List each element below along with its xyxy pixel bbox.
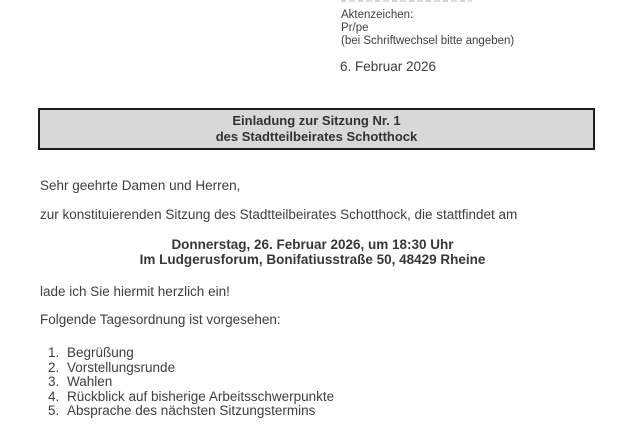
reference-note: (bei Schriftwechsel bitte angeben) (341, 35, 515, 48)
title-box (38, 108, 595, 150)
intro-paragraph: zur konstituierenden Sitzung des Stadtteilbeirates Schotthock, die stattfindet am (40, 207, 518, 222)
agenda-item-label: Begrüßung (67, 345, 134, 360)
agenda-item-number: 3. (48, 374, 60, 389)
salutation: Sehr geehrte Damen und Herren, (40, 178, 241, 193)
agenda-item-number: 1. (48, 345, 60, 360)
event-datetime: Donnerstag, 26. Februar 2026, um 18:30 Uhr (171, 237, 454, 252)
agenda-item-number: 5. (48, 403, 60, 418)
agenda-item-label: Wahlen (67, 374, 113, 389)
invitation-line: lade ich Sie hiermit herzlich ein! (40, 284, 230, 299)
agenda-item-number: 4. (48, 388, 60, 404)
reference-block (341, 9, 514, 49)
agenda-item (48, 346, 334, 361)
title-line-2: des Stadtteilbeirates Schotthock (215, 129, 418, 144)
agenda-item (48, 404, 334, 419)
letter-date: 6. Februar 2026 (340, 59, 437, 74)
reference-value: Pr/pe (341, 22, 369, 35)
agenda-item-label: Absprache des nächsten Sitzungstermins (67, 403, 316, 418)
agenda-item-label: Vorstellungsrunde (67, 359, 176, 375)
agenda-list (48, 346, 334, 419)
reference-label: Aktenzeichen: (341, 9, 414, 21)
title-line-1: Einladung zur Sitzung Nr. 1 (232, 112, 401, 128)
agenda-item (48, 390, 334, 405)
cropped-text-sliver (341, 0, 472, 2)
agenda-item-number: 2. (48, 359, 60, 375)
agenda-item (48, 361, 334, 376)
agenda-intro: Folgende Tagesordnung ist vorgesehen: (40, 312, 281, 327)
agenda-item-label: Rückblick auf bisherige Arbeitsschwerpunkte (67, 388, 335, 404)
agenda-item (48, 375, 334, 390)
event-location: Im Ludgerusforum, Bonifatiusstraße 50, 48429 Rheine (139, 252, 486, 267)
